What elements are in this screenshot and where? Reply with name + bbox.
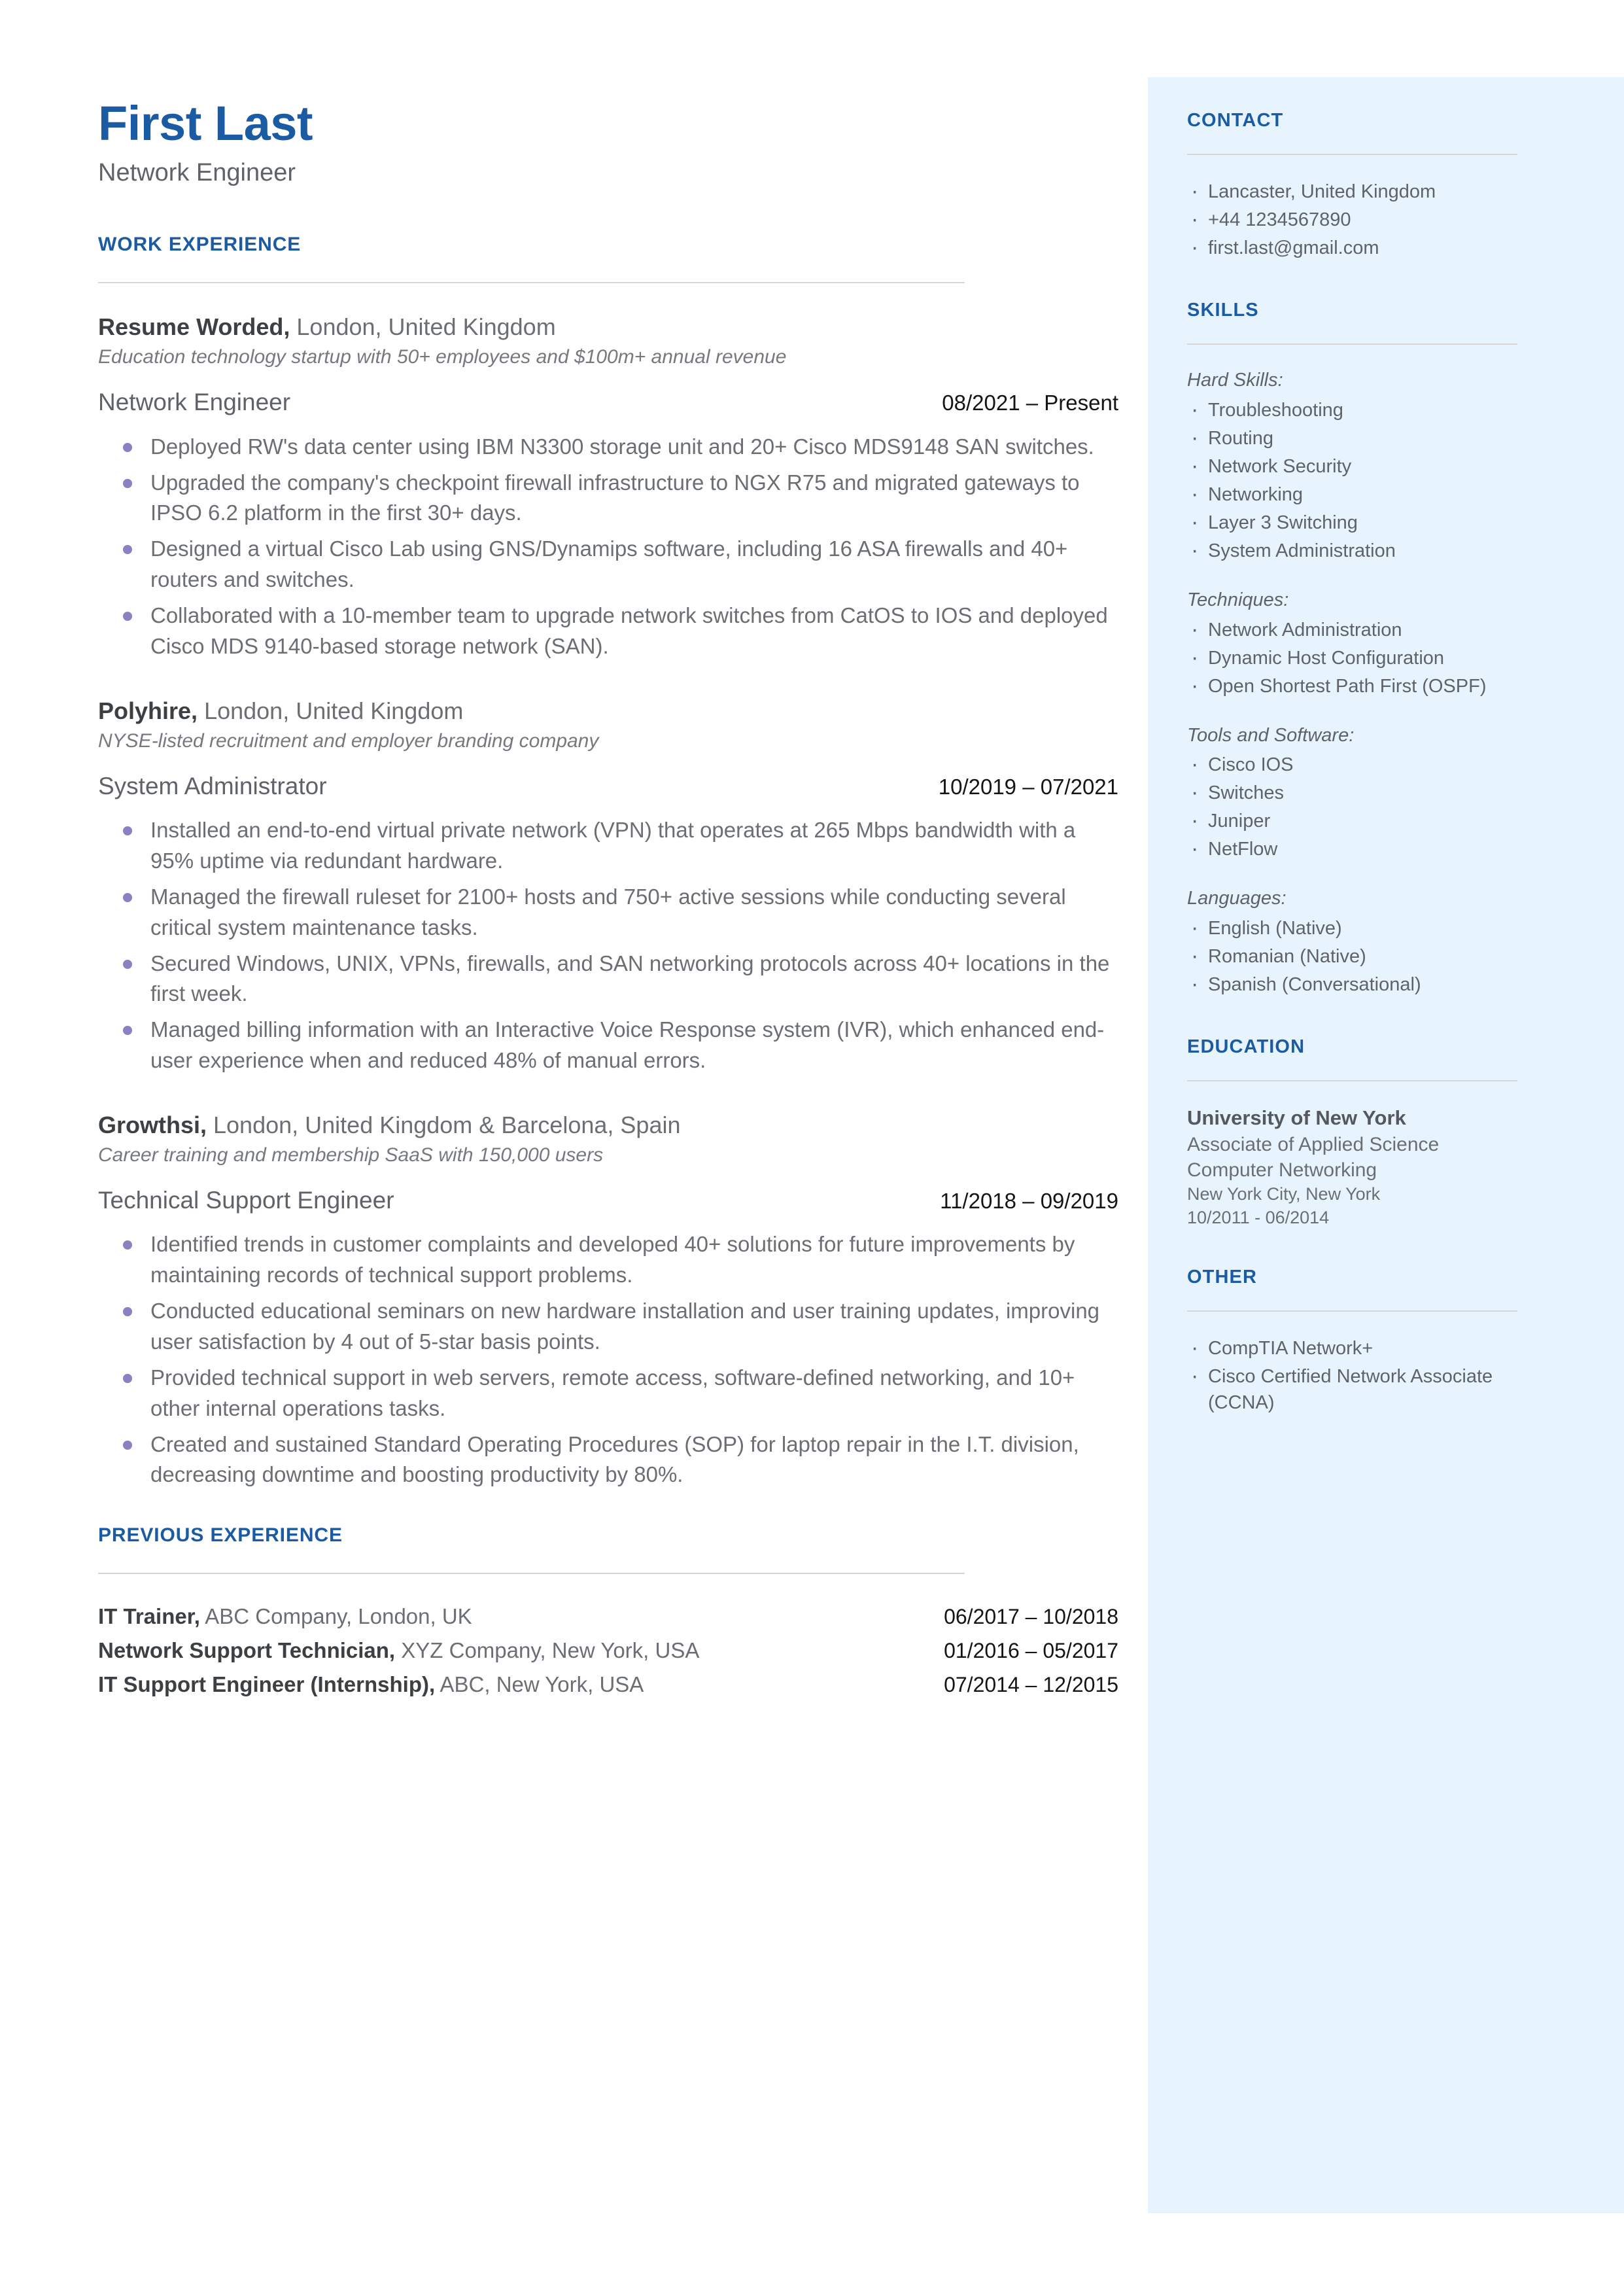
previous-experience-row bbox=[98, 1603, 1118, 1631]
skill-group-label: Tools and Software: bbox=[1187, 724, 1355, 746]
role-title: Network Engineer bbox=[98, 389, 291, 416]
previous-role-title: IT Trainer, bbox=[98, 1604, 200, 1629]
responsibility-list bbox=[98, 1229, 1118, 1490]
company-location: London, United Kingdom bbox=[198, 697, 464, 724]
company-description: Education technology startup with 50+ employees and $100m+ annual revenue bbox=[98, 346, 787, 368]
skills-list bbox=[1187, 368, 1527, 998]
section-divider bbox=[98, 282, 965, 283]
previous-experience-text bbox=[98, 1671, 644, 1699]
previous-experience-list bbox=[98, 1603, 1118, 1699]
previous-experience-text bbox=[98, 1603, 472, 1631]
skill-item: · Dynamic Host Configuration bbox=[1187, 645, 1527, 671]
company-name: Growthsi, bbox=[98, 1111, 207, 1138]
responsibility-list bbox=[98, 815, 1118, 1076]
role-row bbox=[98, 772, 1118, 801]
work-experience-entry bbox=[98, 1110, 1118, 1490]
contact-list bbox=[1187, 179, 1527, 261]
skill-group bbox=[1187, 588, 1527, 699]
education-degree: Associate of Applied Science bbox=[1187, 1134, 1440, 1156]
skill-item: · Troubleshooting bbox=[1187, 397, 1527, 423]
sidebar-heading-contact: CONTACT bbox=[1187, 110, 1284, 131]
section-divider bbox=[98, 1573, 965, 1574]
previous-role-title: IT Support Engineer (Internship), bbox=[98, 1672, 436, 1696]
other-list bbox=[1187, 1335, 1527, 1416]
spacer bbox=[1187, 864, 1527, 886]
sidebar-divider bbox=[1187, 1080, 1517, 1081]
previous-role-detail: ABC, New York, USA bbox=[435, 1672, 644, 1696]
responsibility-item: Deployed RW's data center using IBM N3300 storage unit and 20+ Cisco MDS9148 SAN switches. bbox=[98, 432, 1118, 463]
company-location: London, United Kingdom & Barcelona, Spain bbox=[207, 1111, 681, 1138]
education-location: New York City, New York bbox=[1187, 1184, 1381, 1204]
skill-item: · Juniper bbox=[1187, 808, 1527, 834]
skill-item: · Switches bbox=[1187, 780, 1527, 806]
spacer bbox=[1187, 1230, 1527, 1267]
company-line bbox=[98, 1110, 1118, 1140]
role-title: System Administrator bbox=[98, 772, 327, 799]
role-date: 10/2019 – 07/2021 bbox=[938, 774, 1118, 799]
education-dates: 10/2011 - 06/2014 bbox=[1187, 1207, 1330, 1227]
skill-group-label: Languages: bbox=[1187, 888, 1287, 909]
previous-experience-text bbox=[98, 1637, 699, 1665]
skill-group bbox=[1187, 724, 1527, 863]
company-description: Career training and membership SaaS with 150,000 users bbox=[98, 1144, 604, 1166]
skill-group-label: Techniques: bbox=[1187, 589, 1289, 610]
sidebar-divider bbox=[1187, 343, 1517, 345]
previous-role-title: Network Support Technician, bbox=[98, 1638, 396, 1663]
sidebar-heading-education: EDUCATION bbox=[1187, 1036, 1305, 1058]
responsibility-item: Created and sustained Standard Operating Procedures (SOP) for laptop repair in the I.T. division, decreasing downtime and boosting productivity by 80%. bbox=[98, 1429, 1118, 1491]
work-experience-list bbox=[98, 312, 1118, 1490]
other-item: · Cisco Certified Network Associate (CCNA) bbox=[1187, 1363, 1527, 1416]
sidebar-content bbox=[1187, 110, 1527, 1418]
contact-item: · Lancaster, United Kingdom bbox=[1187, 179, 1527, 205]
responsibility-item: Installed an end-to-end virtual private network (VPN) that operates at 265 Mbps bandwidth with a 95% uptime via redundant hardware. bbox=[98, 815, 1118, 877]
section-heading-work-experience: WORK EXPERIENCE bbox=[98, 234, 302, 256]
responsibility-item: Designed a virtual Cisco Lab using GNS/Dynamips software, including 16 ASA firewalls and 40+ routers and switches. bbox=[98, 534, 1118, 595]
previous-experience-row bbox=[98, 1637, 1118, 1665]
company-line bbox=[98, 312, 1118, 342]
company-location: London, United Kingdom bbox=[290, 313, 556, 341]
skill-item: · Networking bbox=[1187, 482, 1527, 508]
skill-group-list bbox=[1187, 617, 1527, 699]
spacer bbox=[1187, 1000, 1527, 1036]
skill-item: · Romanian (Native) bbox=[1187, 943, 1527, 970]
skill-item: · English (Native) bbox=[1187, 915, 1527, 941]
skill-item: · Network Security bbox=[1187, 453, 1527, 480]
previous-role-detail: ABC Company, London, UK bbox=[199, 1604, 472, 1629]
sidebar-divider bbox=[1187, 1310, 1517, 1312]
skill-group-list bbox=[1187, 752, 1527, 862]
skill-item: · Routing bbox=[1187, 425, 1527, 451]
skill-item: · NetFlow bbox=[1187, 836, 1527, 862]
education-school: University of New York bbox=[1187, 1106, 1406, 1130]
contact-item: · first.last@gmail.com bbox=[1187, 235, 1527, 261]
previous-role-date: 01/2016 – 05/2017 bbox=[944, 1639, 1118, 1663]
skill-item: · Spanish (Conversational) bbox=[1187, 972, 1527, 998]
responsibility-item: Upgraded the company's checkpoint firewall infrastructure to NGX R75 and migrated gateways to IPSO 6.2 platform in the first 30+ days. bbox=[98, 468, 1118, 529]
skill-group bbox=[1187, 368, 1527, 564]
spacer bbox=[1187, 701, 1527, 724]
skill-item: · Layer 3 Switching bbox=[1187, 510, 1527, 536]
sidebar-heading-skills: SKILLS bbox=[1187, 300, 1259, 321]
header-job-title: Network Engineer bbox=[98, 158, 296, 186]
responsibility-item: Managed billing information with an Interactive Voice Response system (IVR), which enhanced end-user experience when and reduced 48% of manual errors. bbox=[98, 1015, 1118, 1076]
section-heading-previous-experience: PREVIOUS EXPERIENCE bbox=[98, 1524, 343, 1547]
responsibility-item: Collaborated with a 10-member team to upgrade network switches from CatOS to IOS and deployed Cisco MDS 9140-based storage network (SAN). bbox=[98, 601, 1118, 662]
responsibility-item: Conducted educational seminars on new hardware installation and user training updates, improving user satisfaction by 4 out of 5-star basis points. bbox=[98, 1296, 1118, 1358]
responsibility-list bbox=[98, 432, 1118, 662]
main-content-column bbox=[98, 98, 1118, 1705]
skill-group-list bbox=[1187, 397, 1527, 564]
role-date: 11/2018 – 09/2019 bbox=[940, 1188, 1118, 1213]
contact-item: · +44 1234567890 bbox=[1187, 207, 1527, 233]
company-name: Resume Worded, bbox=[98, 313, 290, 341]
company-name: Polyhire, bbox=[98, 697, 198, 724]
work-experience-entry bbox=[98, 696, 1118, 1076]
responsibility-item: Provided technical support in web servers, remote access, software-defined networking, and 10+ other internal operations tasks. bbox=[98, 1363, 1118, 1424]
other-item: · CompTIA Network+ bbox=[1187, 1335, 1527, 1361]
spacer bbox=[1187, 263, 1527, 300]
skill-item: · Network Administration bbox=[1187, 617, 1527, 643]
responsibility-item: Managed the firewall ruleset for 2100+ hosts and 750+ active sessions while conducting several critical system maintenance tasks. bbox=[98, 882, 1118, 943]
skill-item: · System Administration bbox=[1187, 538, 1527, 564]
previous-role-date: 06/2017 – 10/2018 bbox=[944, 1605, 1118, 1629]
previous-role-date: 07/2014 – 12/2015 bbox=[944, 1673, 1118, 1696]
page-title: First Last bbox=[98, 96, 313, 150]
skill-item: · Cisco IOS bbox=[1187, 752, 1527, 778]
education-field: Computer Networking bbox=[1187, 1159, 1377, 1182]
skill-group-list bbox=[1187, 915, 1527, 998]
role-date: 08/2021 – Present bbox=[942, 391, 1118, 415]
skill-group bbox=[1187, 886, 1527, 998]
sidebar-heading-other: OTHER bbox=[1187, 1266, 1257, 1288]
previous-experience-row bbox=[98, 1671, 1118, 1699]
spacer bbox=[1187, 566, 1527, 588]
role-row bbox=[98, 1186, 1118, 1215]
skill-item: · Open Shortest Path First (OSPF) bbox=[1187, 673, 1527, 699]
responsibility-item: Identified trends in customer complaints and developed 40+ solutions for future improvements by maintaining records of technical support problems. bbox=[98, 1229, 1118, 1291]
role-title: Technical Support Engineer bbox=[98, 1186, 394, 1214]
previous-role-detail: XYZ Company, New York, USA bbox=[395, 1638, 700, 1663]
sidebar-divider bbox=[1187, 154, 1517, 155]
skill-group-label: Hard Skills: bbox=[1187, 370, 1283, 391]
company-description: NYSE-listed recruitment and employer branding company bbox=[98, 729, 599, 752]
responsibility-item: Secured Windows, UNIX, VPNs, firewalls, and SAN networking protocols across 40+ locations in the first week. bbox=[98, 949, 1118, 1010]
role-row bbox=[98, 388, 1118, 417]
work-experience-entry bbox=[98, 312, 1118, 661]
company-line bbox=[98, 696, 1118, 726]
education-entry bbox=[1187, 1105, 1527, 1230]
